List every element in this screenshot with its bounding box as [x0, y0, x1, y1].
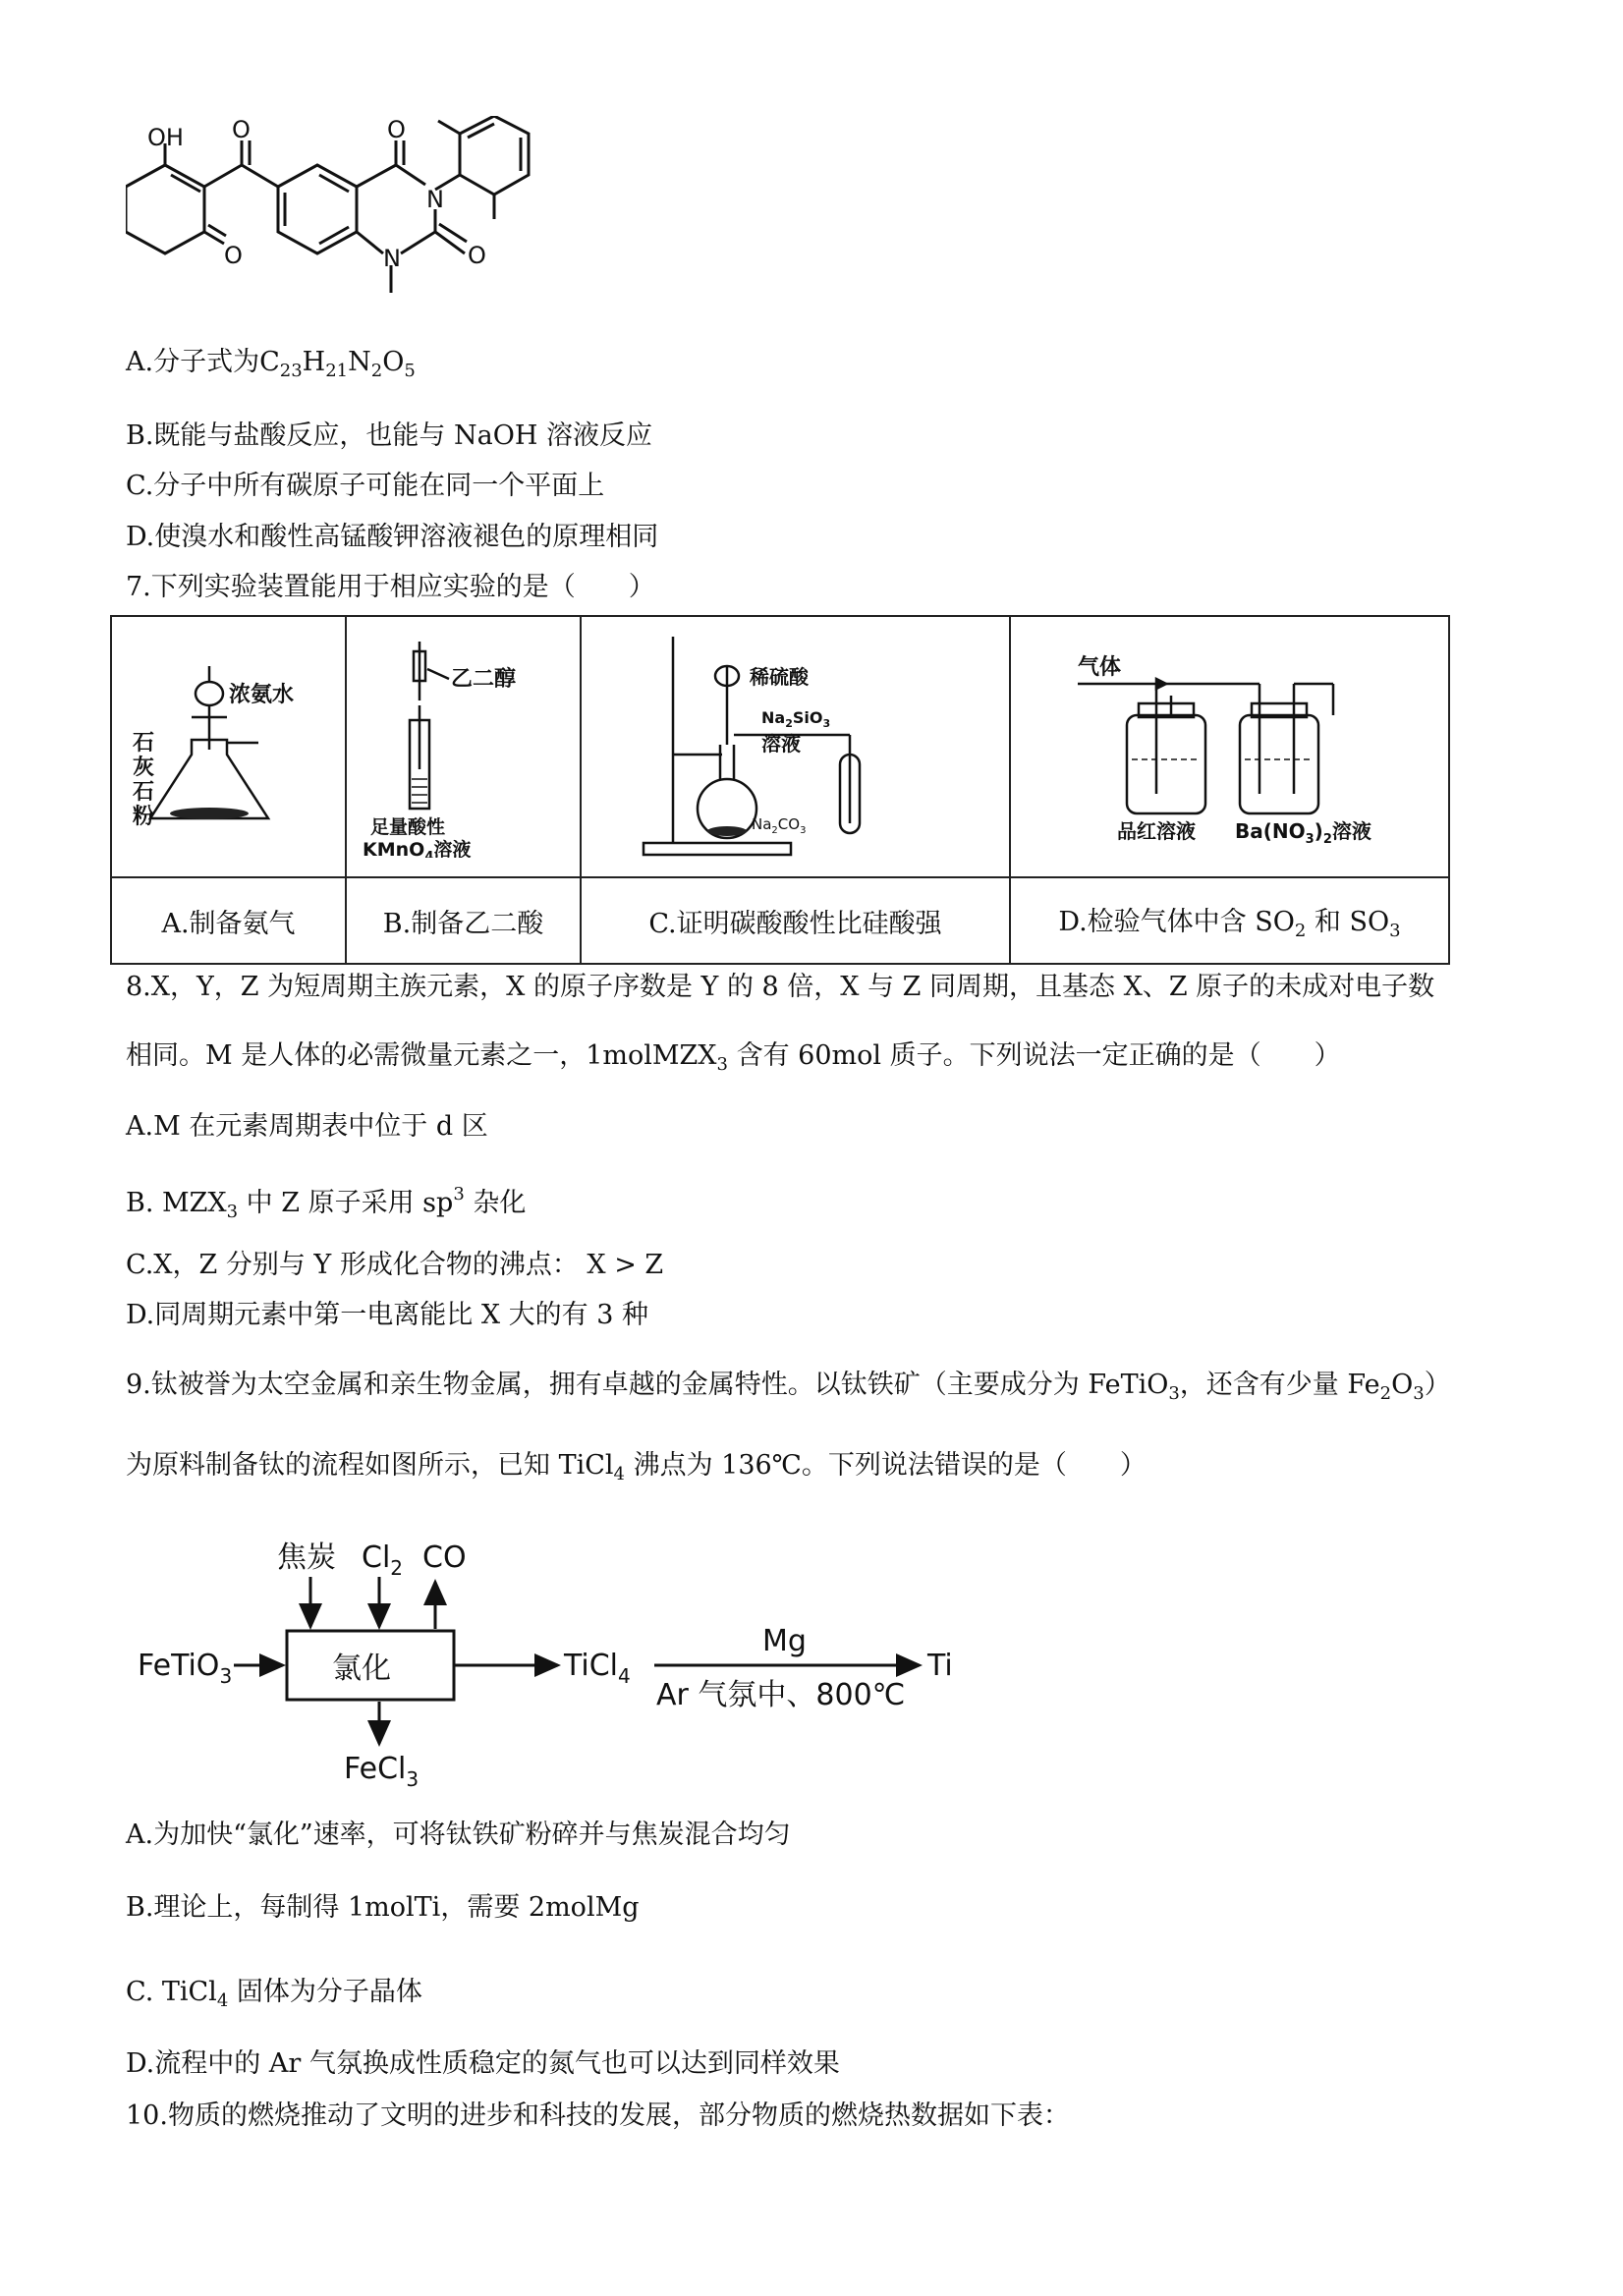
reagent-conc-ammonia: 浓氨水 — [228, 683, 294, 707]
solid-char-3: 石 — [132, 780, 154, 805]
reagent-na2co3: $Na_2CO_3$ — [751, 815, 806, 836]
label-o-amide1: O — [387, 116, 406, 143]
q10-stem: 10.物质的燃烧推动了文明的进步和科技的发展，部分物质的燃烧热数据如下表： — [126, 2100, 1070, 2131]
reagent-ethylene-glycol: 乙二醇 — [450, 667, 516, 692]
caption-a: A.制备氨气 — [111, 877, 346, 964]
titanium-flow-chart — [136, 1523, 980, 1788]
formula-element: C — [259, 347, 280, 377]
label-n1: N — [383, 245, 401, 272]
solid-char-2: 灰 — [132, 756, 154, 780]
caption-c: C.证明碳酸酸性比硅酸强 — [581, 877, 1010, 964]
q9-stem-line2: 为原料制备钛的流程如图所示，已知 TiCl$_4$ 沸点为 136℃。下列说法错误的是（ ） — [126, 1450, 1147, 1484]
q7-stem: 7.下列实验装置能用于相应实验的是（ ） — [126, 572, 655, 602]
feed-fetio3: FeTiO$_3$ — [138, 1649, 233, 1688]
caption-d: D.检验气体中含 $SO_2$ 和 $SO_3$ — [1010, 877, 1449, 964]
label-oh: OH — [147, 124, 184, 151]
apparatus-b-image — [361, 632, 567, 858]
q7-apparatus-table — [110, 615, 1450, 965]
reagent-kmno4: KMnO$_4$溶液 — [362, 839, 471, 858]
solid-char-4: 粉 — [132, 805, 154, 829]
apparatus-d-image — [1068, 646, 1392, 843]
q8-option-b: B. $MZX_3$ 中 Z 原子采用 $sp^3$ 杂化 — [126, 1184, 527, 1222]
apparatus-a-cell — [111, 616, 346, 877]
reagent-mg: Mg — [762, 1624, 807, 1658]
apparatus-b-cell — [346, 616, 581, 877]
product-ticl4: TiCl$_4$ — [564, 1649, 631, 1688]
formula-subscript: 23 — [279, 361, 303, 381]
apparatus-d-cell — [1010, 616, 1449, 877]
apparatus-c-cell — [581, 616, 1010, 877]
apparatus-a-image — [131, 646, 327, 843]
label-o-ring: O — [224, 242, 243, 269]
label-o-amide2: O — [468, 242, 486, 269]
reagent-ba-no3: $Ba(NO_3)_2$溶液 — [1234, 819, 1371, 843]
reagent-dilute-h2so4: 稀硫酸 — [749, 665, 809, 689]
box-label-chlorination: 氯化 — [332, 1652, 391, 1686]
formula-subscript: 2 — [370, 361, 383, 381]
input-chlorine: $Cl_2$ — [362, 1540, 404, 1580]
q9-option-c: C. TiCl$_4$ 固体为分子晶体 — [126, 1977, 422, 2011]
q9-option-b: B.理论上，每制得 1molTi，需要 2molMg — [126, 1892, 640, 1923]
reagent-bottom-1: 足量酸性 — [369, 816, 445, 838]
q6-option-b: B.既能与盐酸反应，也能与 NaOH 溶液反应 — [126, 420, 652, 451]
label-gas: 气体 — [1077, 655, 1121, 680]
reagent-na2sio3: $Na_2SiO_3$ — [760, 708, 830, 730]
formula-subscript: 21 — [325, 361, 349, 381]
byproduct-fecl3: FeCl$_3$ — [344, 1752, 420, 1788]
final-ti: Ti — [927, 1649, 953, 1683]
apparatus-c-image — [634, 627, 958, 863]
output-co: CO — [422, 1540, 467, 1575]
q9-option-d: D.流程中的 Ar 气氛换成性质稳定的氮气也可以达到同样效果 — [126, 2048, 840, 2079]
q8-stem-line1: 8.X，Y，Z 为短周期主族元素，X 的原子序数是 Y 的 8 倍，X 与 Z 同周期，且基态 X、Z 原子的未成对电子数 — [126, 972, 1435, 1002]
formula-subscript: 5 — [404, 361, 416, 381]
solid-char-1: 石 — [132, 731, 154, 756]
q9-stem-line1: 9.钛被誉为太空金属和亲生物金属，拥有卓越的金属特性。以钛铁矿（主要成分为 FeTiO$_3$，还含有少量 $Fe_2O_3$） — [126, 1370, 1451, 1404]
q6-option-a: A.分子式为$C_{23}H_{21}N_2O_5$ — [126, 347, 416, 381]
caption-b: B.制备乙二酸 — [346, 877, 581, 964]
q9-option-a: A.为加快“氯化”速率，可将钛铁矿粉碎并与焦炭混合均匀 — [126, 1820, 791, 1850]
input-coke: 焦炭 — [277, 1540, 336, 1575]
reagent-fuchsine: 品红溶液 — [1116, 819, 1196, 843]
reaction-condition: Ar 气氛中、800℃ — [656, 1678, 906, 1712]
formula-element: O — [382, 347, 405, 377]
q8-option-d: D.同周期元素中第一电离能比 X 大的有 3 种 — [126, 1300, 648, 1330]
molecule-structure-image — [126, 116, 538, 322]
q6-option-d: D.使溴水和酸性高锰酸钾溶液褪色的原理相同 — [126, 522, 659, 552]
label-o-bridge: O — [232, 116, 251, 143]
q8-stem-line2: 相同。M 是人体的必需微量元素之一，1molMZX$_3$ 含有 60mol 质子。下列说法一定正确的是（ ） — [126, 1040, 1341, 1075]
label-n3: N — [426, 186, 444, 213]
q8-option-a: A.M 在元素周期表中位于 d 区 — [126, 1111, 488, 1142]
formula-element: H — [302, 347, 326, 377]
reagent-solution: 溶液 — [760, 732, 801, 756]
formula-element: N — [348, 347, 371, 377]
q6-option-c: C.分子中所有碳原子可能在同一个平面上 — [126, 471, 605, 501]
q8-option-c: C.X，Z 分别与 Y 形成化合物的沸点： X > Z — [126, 1250, 664, 1280]
